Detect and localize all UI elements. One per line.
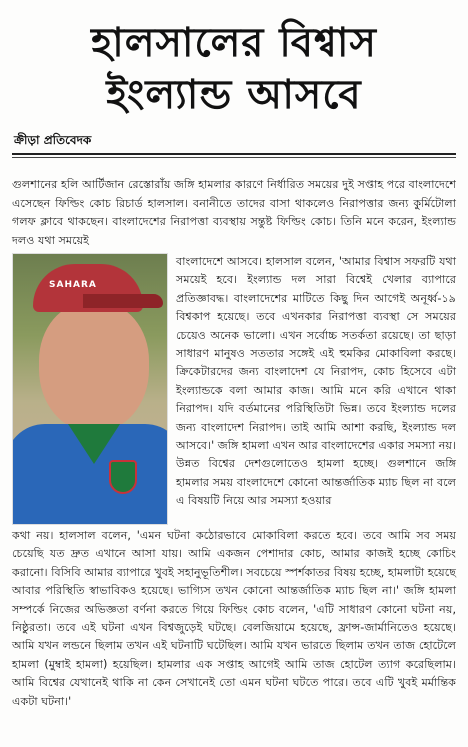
article-paragraph-top: গুলশানের হলি আর্টিজান রেস্তোরাঁয় জঙ্গি হামলার কারণে নির্ধারিত সময়ের দুই সপ্তাহ পরে বাংলাদেশে এসেছেন ফিল্ডিং কোচ রিচার্ড হালসাল। বনানীতে তাদের বাসা থাকলেও নিরাপত্তার জন্য কুর্মিটোলা গলফ ক্লাবে থাকছেন। বাংলাদেশের নিরাপত্তা ব্যবস্থায় সন্তুষ্ট ফিল্ডিং কোচ। তিনি মনে করেন, ইংল্যান্ড দলও যথা সময়েই: [12, 178, 456, 247]
byline: ক্রীড়া প্রতিবেদক: [14, 133, 92, 147]
byline-divider: [12, 153, 456, 155]
article-paragraph-side: বাংলাদেশে আসবে। হালসাল বলেন, 'আমার বিশ্বাস সফরটি যথা সময়েই হবে। ইংল্যান্ড দল সারা বিশ্বেই খেলার ব্যাপারে প্রতিজ্ঞাবদ্ধ। বাংলাদেশের মাটিতে কিছু দিন আগেই অনূর্ধ্ব-১৯ বিশ্বকাপ হয়েছে। তবে এখনকার নিরাপত্তা ব্যবস্থা সে সময়ের চেয়েও অনেক ভালো। এখন সর্বোচ্চ সতর্কতা রয়েছে। তা ছাড়া সাধারণ মানুষও সততার সঙ্গেই এই হুমকির মোকাবিলা করছে। ক্রিকেটারদের জন্য বাংলাদেশ যে নিরাপদ, কোচ হিসেবে এটা ইংল্যান্ডকে বলা আমার কাজ। আমি মনে করি এখানে থাকা নিরাপদ। যদি বর্তমানের পরিস্থিতিটা ভিন্ন। তবে ইংল্যান্ড দলের জন্য বাংলাদেশ নিরাপদ। তাই আমি আশা করছি, ইংল্যান্ড দল আসবে।' জঙ্গি হামলা এখন আর বাংলাদেশের একার সমস্যা নয়। উন্নত বিশ্বের দেশগুলোতেও হামলা হচ্ছে। গুলশানে জঙ্গি হামলার সময় বাংলাদেশে কোনো আন্তর্জাতিক ম্যাচ ছিল না বলে এ বিষয়টি নিয়ে আর সমস্যা হওয়ার: [176, 255, 456, 508]
article-body-bottom: [12, 527, 456, 711]
article-paragraph-bottom: কথা নয়। হালসাল বলেন, 'এমন ঘটনা কঠোরভাবে মোকাবিলা করতে হবে। তবে আমি সব সময় চেয়েছি যত দ্রুত এখানে আসা যায়। আমি একজন পেশাদার কোচ, আমার কাজই হচ্ছে কোচিং করানো। বিসিবি আমার ব্যাপারে খুবই সহানুভূতিশীল। সবচেয়ে স্পর্শকাতর বিষয় হচ্ছে, হামলাটা হয়েছে আবার পরিস্থিতি স্বাভাবিকও হয়েছে। ভাগ্যিস তখন কোনো আন্তর্জাতিক ম্যাচ ছিল না।' জঙ্গি হামলা সম্পর্কে নিজের অভিজ্ঞতা বর্ণনা করতে গিয়ে ফিল্ডিং কোচ বলেন, 'এটি সাধারণ কোনো ঘটনা নয়, নিষ্ঠুরতা। তবে এই ঘটনা এখন বিশ্বজুড়েই ঘটছে। বেলজিয়ামে হয়েছে, ফ্রান্স-জার্মানিতেও হয়েছে। আমি যখন লন্ডনে ছিলাম তখন এই ঘটনাটি ঘটেছিল। আমি যখন ভারতে ছিলাম তখন তাজ হোটেলে হামলা (মুম্বাই হামলা) হয়েছিল। হামলার এক সপ্তাহ আগেই আমি তাজ হোটেল ত্যাগ করেছিলাম। আমি বিশ্বের যেখানেই থাকি না কেন সেখানেই তো এমন ঘটনা ঘটতে পারে। তবে এটি খুবই মর্মান্তিক একটা ঘটনা।': [12, 529, 456, 708]
photo-cap-logo: SAHARA: [49, 280, 97, 290]
bcb-badge-icon: [109, 460, 137, 494]
headline-line-1: হালসালের বিশ্বাস: [91, 20, 377, 66]
coach-photo: [12, 253, 168, 525]
photo-cap-brim: [83, 294, 163, 308]
byline-divider-thin: [12, 157, 456, 158]
article-body-top: [12, 176, 456, 250]
headline-line-2: ইংল্যান্ড আসবে: [106, 72, 362, 118]
photo-face: [39, 302, 149, 432]
article-body-side: [176, 253, 456, 511]
